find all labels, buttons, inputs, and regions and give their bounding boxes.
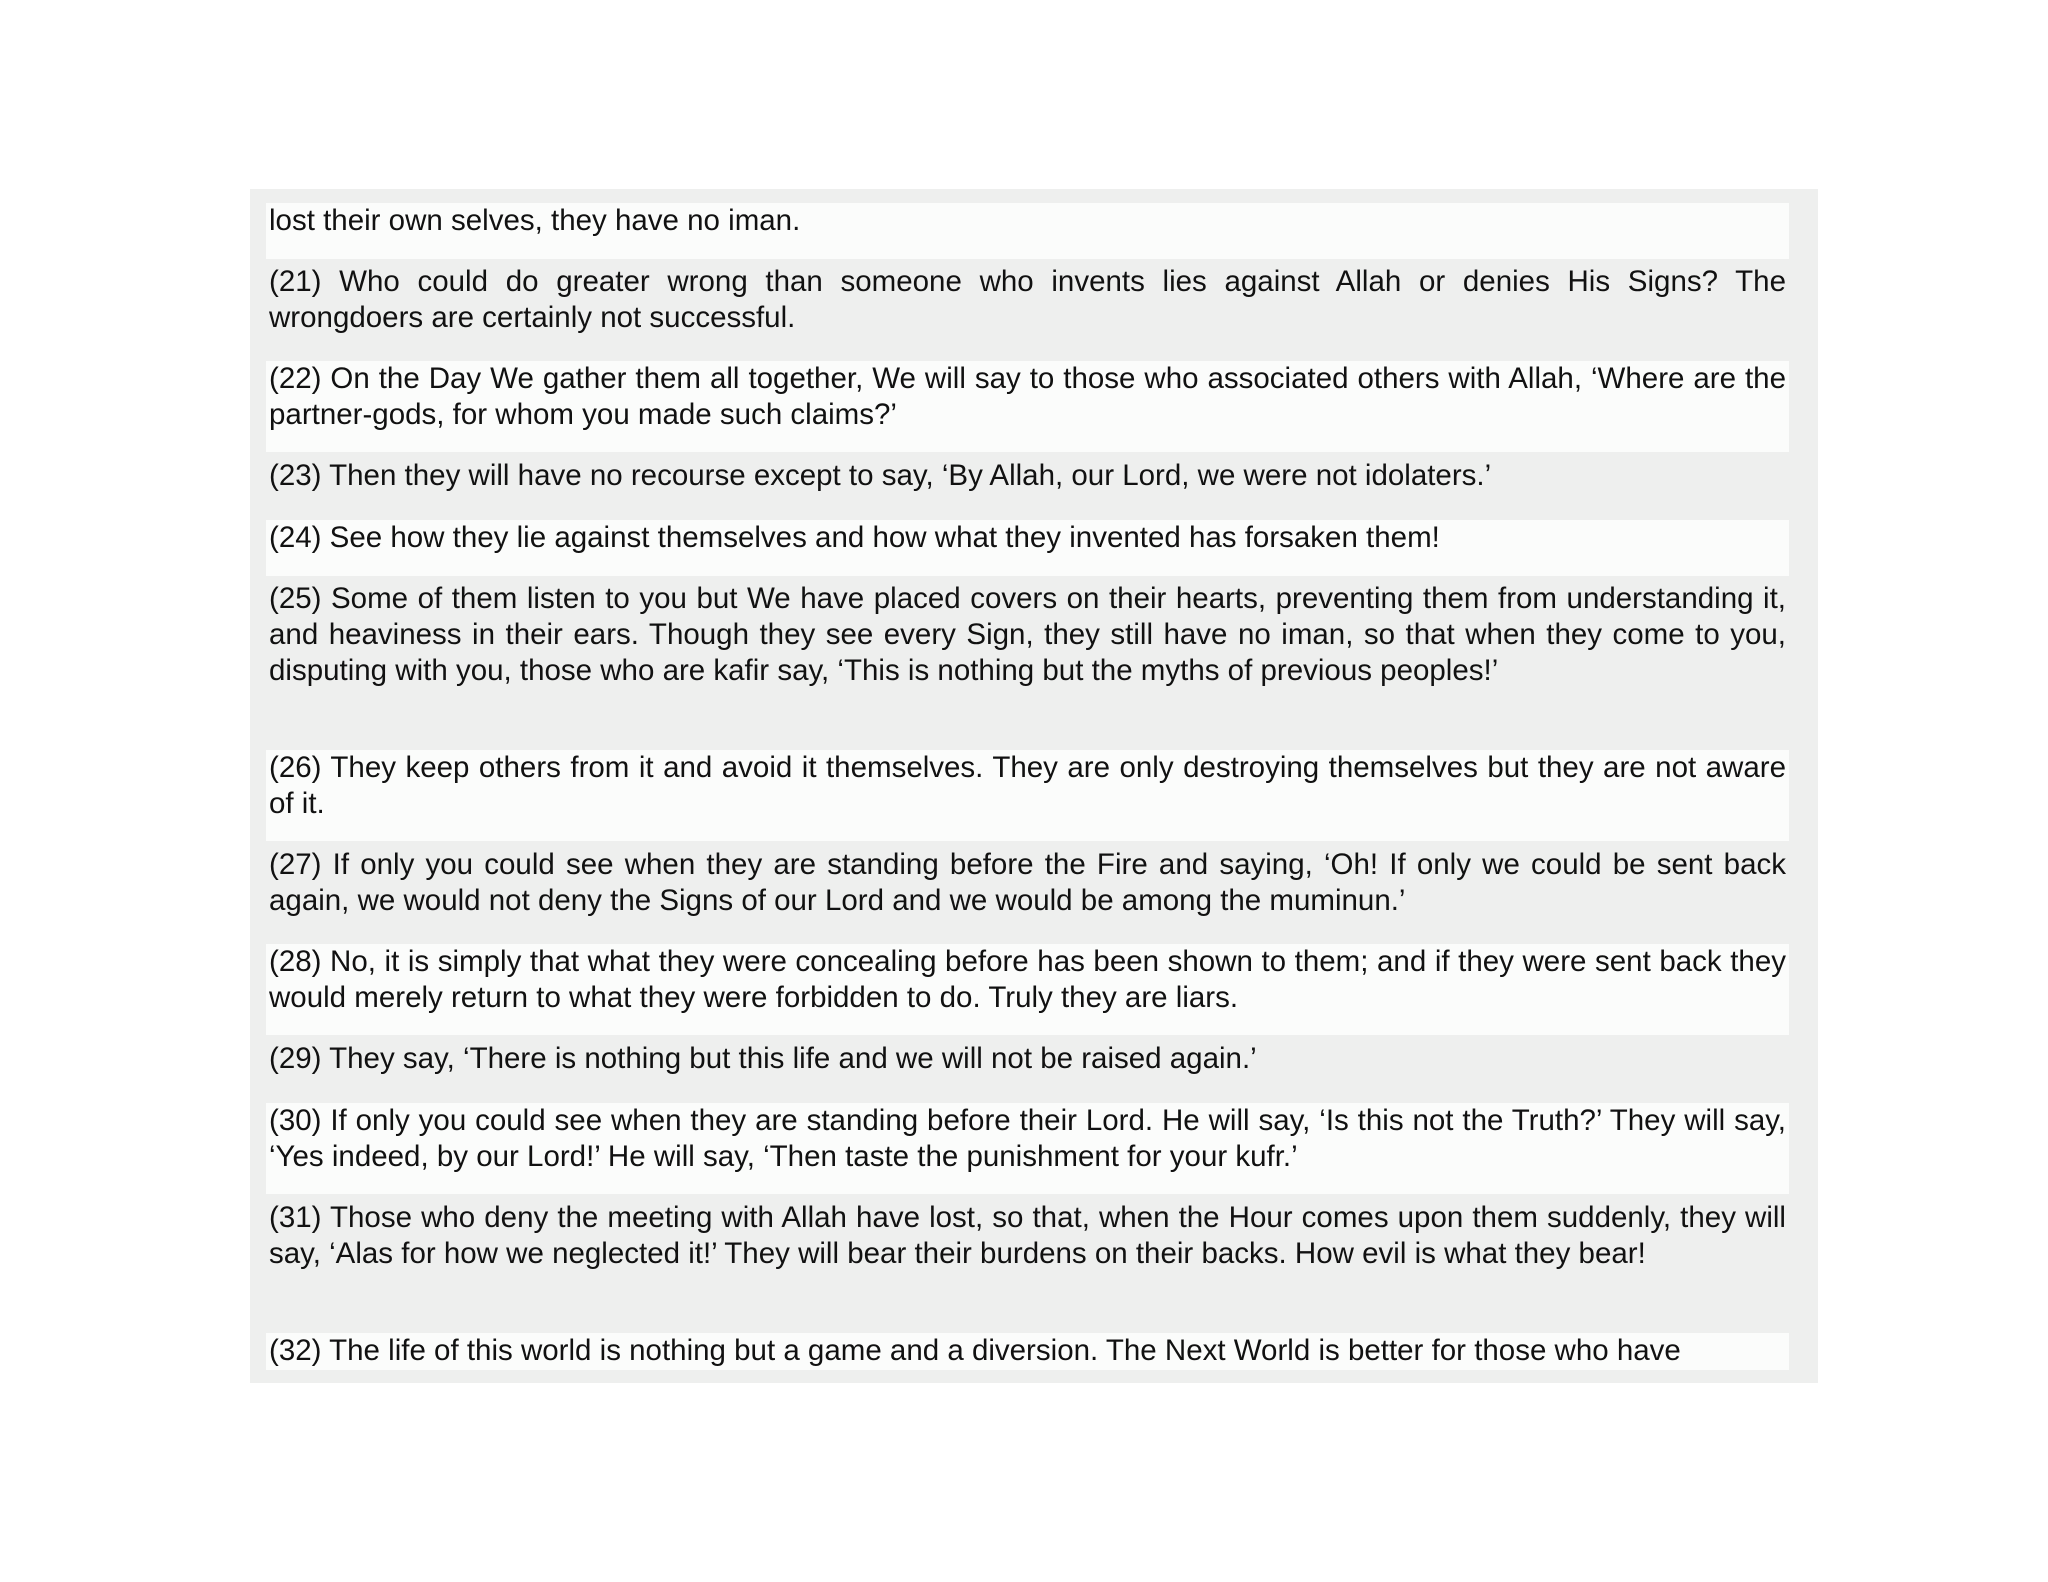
verse-22: (22) On the Day We gather them all together, We will say to those who associated others with Allah, ‘Where are the partner-gods, for whom you made such claims?’ (266, 361, 1789, 452)
verse-28: (28) No, it is simply that what they were concealing before has been shown to them; and if they were sent back they would merely return to what they were forbidden to do. Truly they are liars. (266, 944, 1789, 1035)
verse-27: (27) If only you could see when they are standing before the Fire and saying, ‘Oh! If only we could be sent back again, we would not deny the Signs of our Lord and we would be among the muminun.’ (266, 847, 1789, 938)
verse-32: (32) The life of this world is nothing but a game and a diversion. The Next World is better for those who have (266, 1333, 1789, 1370)
document-page (250, 189, 1818, 1383)
verse-24: (24) See how they lie against themselves and how what they invented has forsaken them! (266, 520, 1789, 576)
verse-25: (25) Some of them listen to you but We have placed covers on their hearts, preventing them from understanding it, and heaviness in their ears. Though they see every Sign, they still have no iman, so that when they come to you, disputing with you, those who are kafir say, ‘This is nothing but the myths of previous peoples!’ (266, 581, 1789, 744)
verse-21: (21) Who could do greater wrong than someone who invents lies against Allah or denies His Signs? The wrongdoers are certainly not successful. (266, 264, 1789, 355)
verse-29: (29) They say, ‘There is nothing but this life and we will not be raised again.’ (266, 1041, 1789, 1097)
verse-26: (26) They keep others from it and avoid it themselves. They are only destroying themselves but they are not aware of it. (266, 750, 1789, 841)
verse-31: (31) Those who deny the meeting with Allah have lost, so that, when the Hour comes upon them suddenly, they will say, ‘Alas for how we neglected it!’ They will bear their burdens on their backs. How evil is what they bear! (266, 1200, 1789, 1327)
verse-paragraph: lost their own selves, they have no iman. (266, 203, 1789, 259)
verse-23: (23) Then they will have no recourse except to say, ‘By Allah, our Lord, we were not idolaters.’ (266, 458, 1789, 514)
verse-30: (30) If only you could see when they are standing before their Lord. He will say, ‘Is this not the Truth?’ They will say, ‘Yes indeed, by our Lord!’ He will say, ‘Then taste the punishment for your kufr.’ (266, 1103, 1789, 1194)
